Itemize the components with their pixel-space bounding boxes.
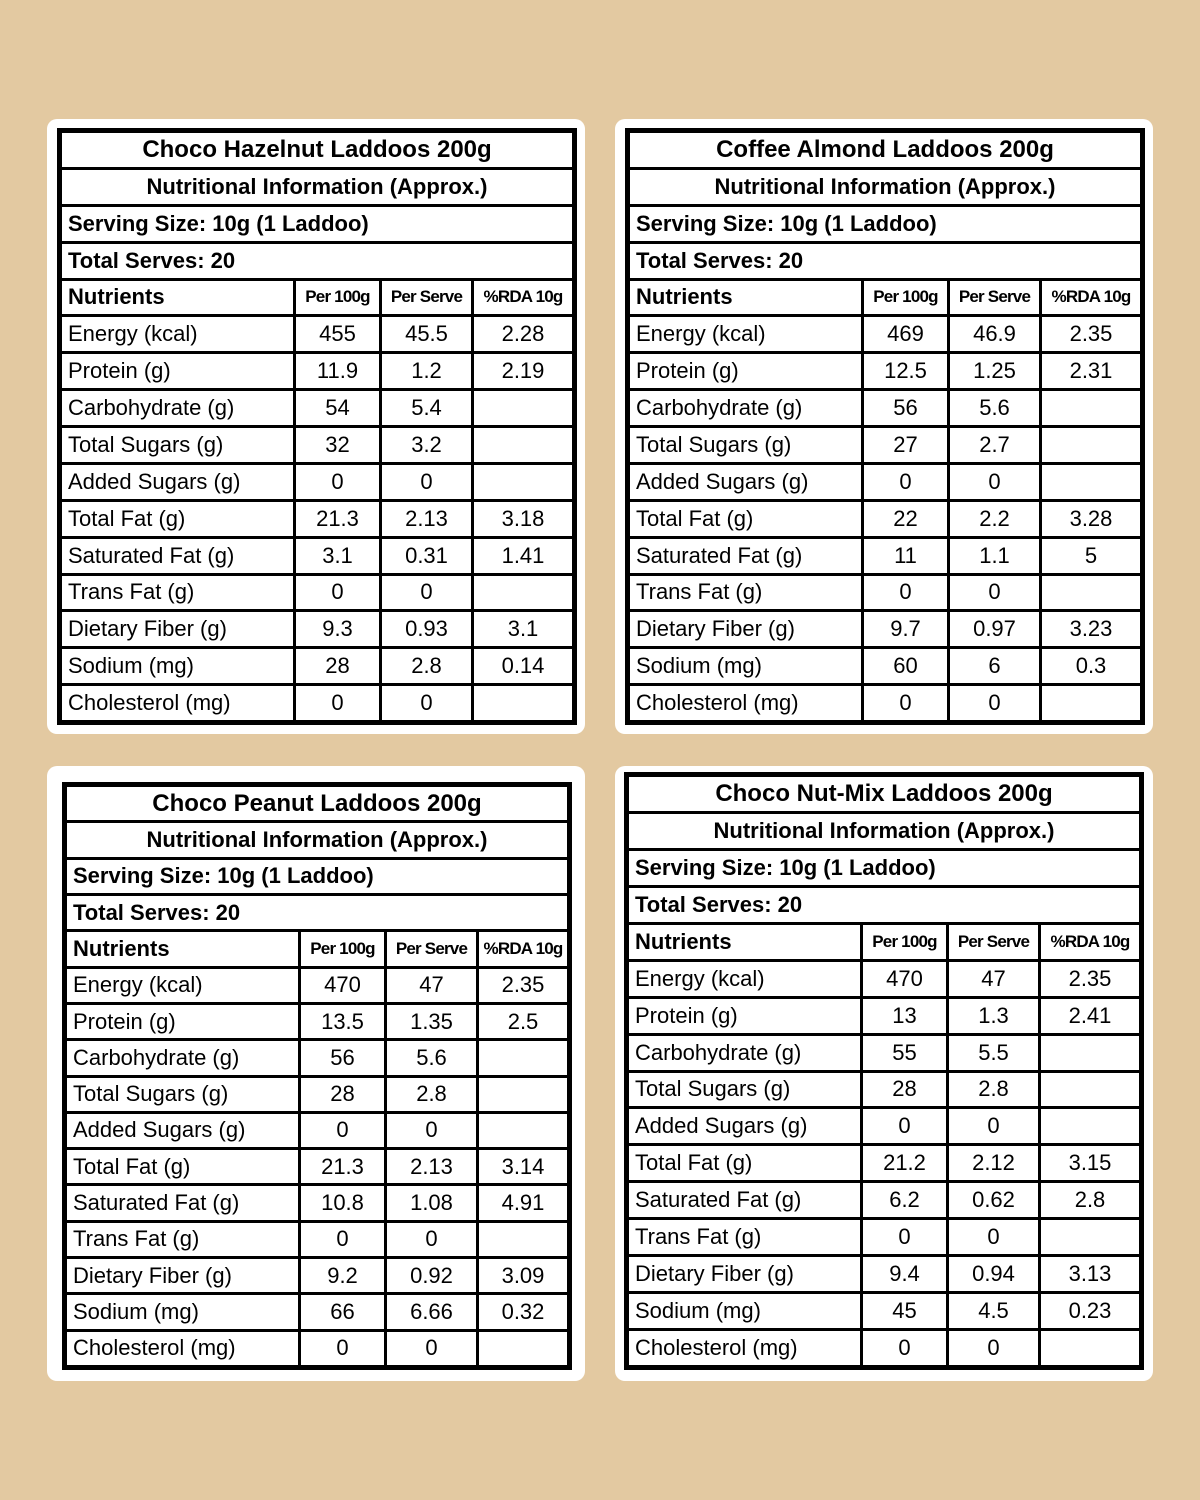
value-per-100g: 0 [301,1332,387,1365]
value-rda [479,1041,567,1074]
value-rda: 3.14 [501,1153,545,1179]
value-per-serve: 2.8 [949,1073,1041,1107]
nutrient-name: Saturated Fat (g) [630,539,864,573]
value-rda: 1.41 [501,542,545,568]
value-per-100g: 470 [301,969,387,1002]
nutrient-row-total-fat-g [67,1150,567,1186]
value-per-100g: 470 [863,962,949,996]
value-per-serve: 0 [382,686,474,720]
value-per-100g: 32 [296,428,382,462]
table-header-row [67,932,567,968]
nutrient-row-added-sugars-g [67,1114,567,1150]
nutrient-name: Total Sugars (g) [62,428,296,462]
nutrient-row-total-fat-g [62,502,572,539]
value-per-serve: 0 [949,1109,1041,1143]
serving-size-row [630,207,1140,244]
label-title: Choco Nut-Mix Laddoos 200g [715,779,1053,807]
serving-size: Serving Size: 10g (1 Laddoo) [635,854,936,880]
value-per-serve: 0 [382,576,474,610]
value-per-100g: 21.3 [301,1150,387,1183]
serving-size-row [62,207,572,244]
nutrient-row-total-fat-g [630,502,1140,539]
total-serves-row [630,244,1140,281]
label-title-row [630,133,1140,170]
nutrient-row-protein-g [67,1005,567,1041]
label-title-row [67,787,567,823]
nutrient-row-saturated-fat-g [629,1183,1139,1220]
value-rda [474,465,572,499]
nutrient-row-protein-g [629,999,1139,1036]
value-rda [1041,1109,1139,1143]
value-per-100g: 0 [301,1223,387,1256]
value-per-100g: 0 [863,1220,949,1254]
value-per-serve: 2.8 [382,649,474,683]
value-per-100g: 0 [864,576,950,610]
nutrient-row-protein-g [630,354,1140,391]
nutrient-name: Protein (g) [67,1005,301,1038]
value-per-100g: 0 [301,1114,387,1147]
nutrient-name: Trans Fat (g) [629,1220,863,1254]
nutrient-row-saturated-fat-g [630,539,1140,576]
value-per-100g: 22 [864,502,950,536]
value-per-100g: 11 [864,539,950,573]
nutrient-name: Protein (g) [630,354,864,388]
value-per-100g: 54 [296,391,382,425]
value-per-100g: 469 [864,317,950,351]
value-rda [474,576,572,610]
header-per-100g: Per 100g [864,281,950,315]
value-per-100g: 55 [863,1036,949,1070]
value-rda [1041,1073,1139,1107]
value-per-100g: 28 [863,1073,949,1107]
nutrient-name: Dietary Fiber (g) [62,612,296,646]
nutrient-name: Energy (kcal) [67,969,301,1002]
nutrient-row-trans-fat-g [62,576,572,613]
value-rda: 3.23 [1069,616,1113,642]
nutrient-name: Total Fat (g) [629,1146,863,1180]
nutrient-name: Trans Fat (g) [62,576,296,610]
value-per-serve: 0.94 [949,1257,1041,1291]
table-header-row [62,281,572,318]
value-per-100g: 66 [301,1295,387,1328]
nutrient-name: Cholesterol (mg) [67,1332,301,1365]
nutrient-name: Cholesterol (mg) [62,686,296,720]
nutrient-name: Sodium (mg) [62,649,296,683]
label-title: Choco Peanut Laddoos 200g [152,789,482,817]
serving-size: Serving Size: 10g (1 Laddoo) [68,210,369,236]
header-nutrients: Nutrients [62,281,296,315]
label-title: Coffee Almond Laddoos 200g [716,135,1054,163]
nutrient-name: Total Sugars (g) [629,1073,863,1107]
value-per-100g: 3.1 [296,539,382,573]
nutrient-row-total-sugars-g [630,428,1140,465]
nutrient-row-energy-kcal [62,317,572,354]
header-per-100g: Per 100g [863,925,949,959]
header-nutrients: Nutrients [630,281,864,315]
serving-size: Serving Size: 10g (1 Laddoo) [73,863,374,889]
nutrient-name: Added Sugars (g) [67,1114,301,1147]
value-rda: 0.3 [1075,653,1107,679]
total-serves-row [67,896,567,932]
header-rda: %RDA 10g [483,287,563,307]
nutrition-label-peanut [62,782,572,1370]
value-per-100g: 56 [301,1041,387,1074]
value-per-serve: 1.3 [949,999,1041,1033]
value-per-serve: 0.31 [382,539,474,573]
nutrient-row-cholesterol-mg [630,686,1140,720]
nutrient-row-sodium-mg [630,649,1140,686]
nutrient-name: Energy (kcal) [629,962,863,996]
value-per-serve: 1.1 [950,539,1042,573]
value-rda: 4.91 [501,1190,545,1216]
label-subtitle: Nutritional Information (Approx.) [146,173,488,199]
nutrient-name: Dietary Fiber (g) [630,612,864,646]
value-per-serve: 0 [382,465,474,499]
nutrient-name: Carbohydrate (g) [630,391,864,425]
nutrient-row-carbohydrate-g [630,391,1140,428]
nutrient-row-total-sugars-g [67,1078,567,1114]
header-nutrients: Nutrients [629,925,863,959]
nutrition-label-hazelnut [57,128,577,725]
label-subtitle-row [629,814,1139,851]
value-rda: 2.28 [501,321,545,347]
value-per-serve: 1.25 [950,354,1042,388]
value-rda [474,686,572,720]
value-rda: 2.35 [1069,321,1113,347]
value-per-serve: 0.93 [382,612,474,646]
nutrient-row-sodium-mg [629,1294,1139,1331]
value-rda [479,1223,567,1256]
nutrient-name: Sodium (mg) [67,1295,301,1328]
nutrient-name: Total Fat (g) [67,1150,301,1183]
value-per-serve: 0 [949,1220,1041,1254]
value-per-100g: 28 [301,1078,387,1111]
total-serves-row [629,888,1139,925]
value-rda: 0.14 [501,653,545,679]
nutrient-name: Total Fat (g) [630,502,864,536]
value-per-serve: 5.6 [387,1041,479,1074]
value-rda: 3.18 [501,505,545,531]
value-per-100g: 9.2 [301,1259,387,1292]
nutrition-label-coffee-almond [625,128,1145,725]
value-per-serve: 0 [950,465,1042,499]
value-per-serve: 47 [387,969,479,1002]
value-rda [1041,1220,1139,1254]
nutrient-name: Saturated Fat (g) [629,1183,863,1217]
nutrient-row-added-sugars-g [62,465,572,502]
value-per-serve: 0.92 [387,1259,479,1292]
value-per-serve: 0 [950,686,1042,720]
value-rda: 2.35 [501,972,545,998]
value-rda: 2.31 [1069,358,1113,384]
value-rda [1042,428,1140,462]
header-rda: %RDA 10g [1051,287,1131,307]
total-serves: Total Serves: 20 [68,247,236,273]
value-per-100g: 12.5 [864,354,950,388]
nutrient-row-carbohydrate-g [67,1041,567,1077]
value-per-serve: 0 [387,1223,479,1256]
value-per-100g: 0 [863,1109,949,1143]
header-rda: %RDA 10g [483,938,563,958]
value-per-serve: 0 [950,576,1042,610]
value-per-serve: 3.2 [382,428,474,462]
value-per-serve: 5.4 [382,391,474,425]
header-per-serve: Per Serve [950,281,1042,315]
value-per-serve: 2.12 [949,1146,1041,1180]
nutrient-name: Protein (g) [62,354,296,388]
value-rda [1042,465,1140,499]
value-rda [1041,1036,1139,1070]
label-title: Choco Hazelnut Laddoos 200g [142,135,492,163]
nutrient-name: Total Sugars (g) [630,428,864,462]
nutrient-name: Total Fat (g) [62,502,296,536]
table-header-row [629,925,1139,962]
nutrient-row-total-sugars-g [629,1073,1139,1110]
nutrient-name: Added Sugars (g) [62,465,296,499]
nutrient-name: Energy (kcal) [630,317,864,351]
total-serves-row [62,244,572,281]
nutrient-row-trans-fat-g [67,1223,567,1259]
value-rda [479,1114,567,1147]
value-per-100g: 0 [296,686,382,720]
nutrient-name: Added Sugars (g) [629,1109,863,1143]
value-rda: 3.15 [1068,1150,1112,1176]
value-per-serve: 5.6 [950,391,1042,425]
value-rda [1041,1331,1139,1365]
value-per-serve: 2.2 [950,502,1042,536]
value-per-serve: 6 [950,649,1042,683]
value-rda [1042,391,1140,425]
serving-size: Serving Size: 10g (1 Laddoo) [636,210,937,236]
nutrient-row-cholesterol-mg [629,1331,1139,1365]
value-per-100g: 0 [864,686,950,720]
header-nutrients: Nutrients [67,932,301,965]
header-per-100g: Per 100g [301,932,387,965]
value-rda: 3.13 [1068,1261,1112,1287]
nutrient-row-sodium-mg [62,649,572,686]
value-rda [1042,686,1140,720]
value-per-100g: 60 [864,649,950,683]
nutrient-row-cholesterol-mg [62,686,572,720]
value-rda [474,391,572,425]
nutrient-row-saturated-fat-g [62,539,572,576]
value-rda: 3.28 [1069,505,1113,531]
nutrient-row-added-sugars-g [629,1109,1139,1146]
value-rda [479,1332,567,1365]
value-rda: 0.23 [1068,1298,1112,1324]
nutrient-name: Energy (kcal) [62,317,296,351]
value-per-100g: 0 [296,576,382,610]
value-rda: 2.8 [1074,1187,1106,1213]
nutrient-name: Cholesterol (mg) [630,686,864,720]
value-per-serve: 2.8 [387,1078,479,1111]
value-per-100g: 27 [864,428,950,462]
nutrient-name: Carbohydrate (g) [62,391,296,425]
nutrient-name: Dietary Fiber (g) [629,1257,863,1291]
value-rda: 2.41 [1068,1002,1112,1028]
value-per-serve: 2.13 [387,1150,479,1183]
nutrient-name: Carbohydrate (g) [67,1041,301,1074]
total-serves: Total Serves: 20 [636,247,804,273]
value-per-serve: 47 [949,962,1041,996]
nutrition-label-nut-mix [624,772,1144,1370]
nutrient-name: Dietary Fiber (g) [67,1259,301,1292]
nutrient-row-total-sugars-g [62,428,572,465]
value-per-100g: 10.8 [301,1186,387,1219]
value-per-serve: 6.66 [387,1295,479,1328]
header-per-serve: Per Serve [382,281,474,315]
nutrient-name: Trans Fat (g) [630,576,864,610]
value-rda: 5 [1084,542,1098,568]
value-rda [474,428,572,462]
nutrient-row-dietary-fiber-g [62,612,572,649]
value-per-serve: 45.5 [382,317,474,351]
serving-size-row [67,860,567,896]
nutrient-row-cholesterol-mg [67,1332,567,1365]
total-serves: Total Serves: 20 [73,899,241,925]
label-title-row [62,133,572,170]
serving-size-row [629,851,1139,888]
nutrient-row-saturated-fat-g [67,1186,567,1222]
value-per-100g: 9.7 [864,612,950,646]
nutrient-row-dietary-fiber-g [629,1257,1139,1294]
nutrient-row-dietary-fiber-g [67,1259,567,1295]
value-per-serve: 0.97 [950,612,1042,646]
value-per-serve: 1.08 [387,1186,479,1219]
value-per-100g: 28 [296,649,382,683]
header-per-100g: Per 100g [296,281,382,315]
label-subtitle: Nutritional Information (Approx.) [146,826,488,852]
value-rda: 2.5 [507,1008,539,1034]
value-per-100g: 45 [863,1294,949,1328]
nutrient-name: Added Sugars (g) [630,465,864,499]
nutrient-row-carbohydrate-g [62,391,572,428]
value-rda: 2.35 [1068,965,1112,991]
value-per-serve: 0 [949,1331,1041,1365]
value-per-serve: 5.5 [949,1036,1041,1070]
value-per-100g: 21.3 [296,502,382,536]
value-per-100g: 56 [864,391,950,425]
nutrient-row-protein-g [62,354,572,391]
value-per-serve: 1.2 [382,354,474,388]
value-per-100g: 9.3 [296,612,382,646]
value-per-serve: 2.13 [382,502,474,536]
label-subtitle-row [62,170,572,207]
nutrient-name: Sodium (mg) [629,1294,863,1328]
header-per-serve: Per Serve [387,932,479,965]
value-per-serve: 4.5 [949,1294,1041,1328]
value-rda [1042,576,1140,610]
value-per-100g: 0 [864,465,950,499]
header-rda: %RDA 10g [1050,931,1130,951]
value-per-serve: 0.62 [949,1183,1041,1217]
label-subtitle: Nutritional Information (Approx.) [713,817,1055,843]
value-rda: 3.1 [507,616,539,642]
value-per-100g: 455 [296,317,382,351]
nutrient-row-total-fat-g [629,1146,1139,1183]
nutrient-name: Saturated Fat (g) [62,539,296,573]
nutrient-row-dietary-fiber-g [630,612,1140,649]
value-per-serve: 1.35 [387,1005,479,1038]
value-per-100g: 13 [863,999,949,1033]
nutrient-name: Cholesterol (mg) [629,1331,863,1365]
nutrient-row-trans-fat-g [630,576,1140,613]
value-per-100g: 13.5 [301,1005,387,1038]
label-subtitle-row [630,170,1140,207]
nutrient-name: Total Sugars (g) [67,1078,301,1111]
value-per-100g: 0 [296,465,382,499]
header-per-serve: Per Serve [949,925,1041,959]
label-title-row [629,777,1139,814]
nutrient-row-energy-kcal [629,962,1139,999]
nutrient-row-added-sugars-g [630,465,1140,502]
label-subtitle: Nutritional Information (Approx.) [714,173,1056,199]
nutrient-row-sodium-mg [67,1295,567,1331]
nutrient-name: Saturated Fat (g) [67,1186,301,1219]
label-subtitle-row [67,823,567,859]
value-per-serve: 0 [387,1332,479,1365]
nutrient-name: Protein (g) [629,999,863,1033]
value-per-100g: 6.2 [863,1183,949,1217]
value-rda: 3.09 [501,1262,545,1288]
value-rda: 2.19 [501,358,545,384]
nutrient-row-trans-fat-g [629,1220,1139,1257]
value-per-100g: 11.9 [296,354,382,388]
nutrient-row-energy-kcal [67,969,567,1005]
total-serves: Total Serves: 20 [635,891,803,917]
value-per-100g: 21.2 [863,1146,949,1180]
value-per-serve: 46.9 [950,317,1042,351]
table-header-row [630,281,1140,318]
nutrient-name: Carbohydrate (g) [629,1036,863,1070]
value-rda: 0.32 [501,1299,545,1325]
value-per-100g: 9.4 [863,1257,949,1291]
nutrient-row-carbohydrate-g [629,1036,1139,1073]
nutrient-name: Trans Fat (g) [67,1223,301,1256]
value-rda [479,1078,567,1111]
value-per-serve: 2.7 [950,428,1042,462]
nutrient-name: Sodium (mg) [630,649,864,683]
nutrient-row-energy-kcal [630,317,1140,354]
value-per-serve: 0 [387,1114,479,1147]
value-per-100g: 0 [863,1331,949,1365]
